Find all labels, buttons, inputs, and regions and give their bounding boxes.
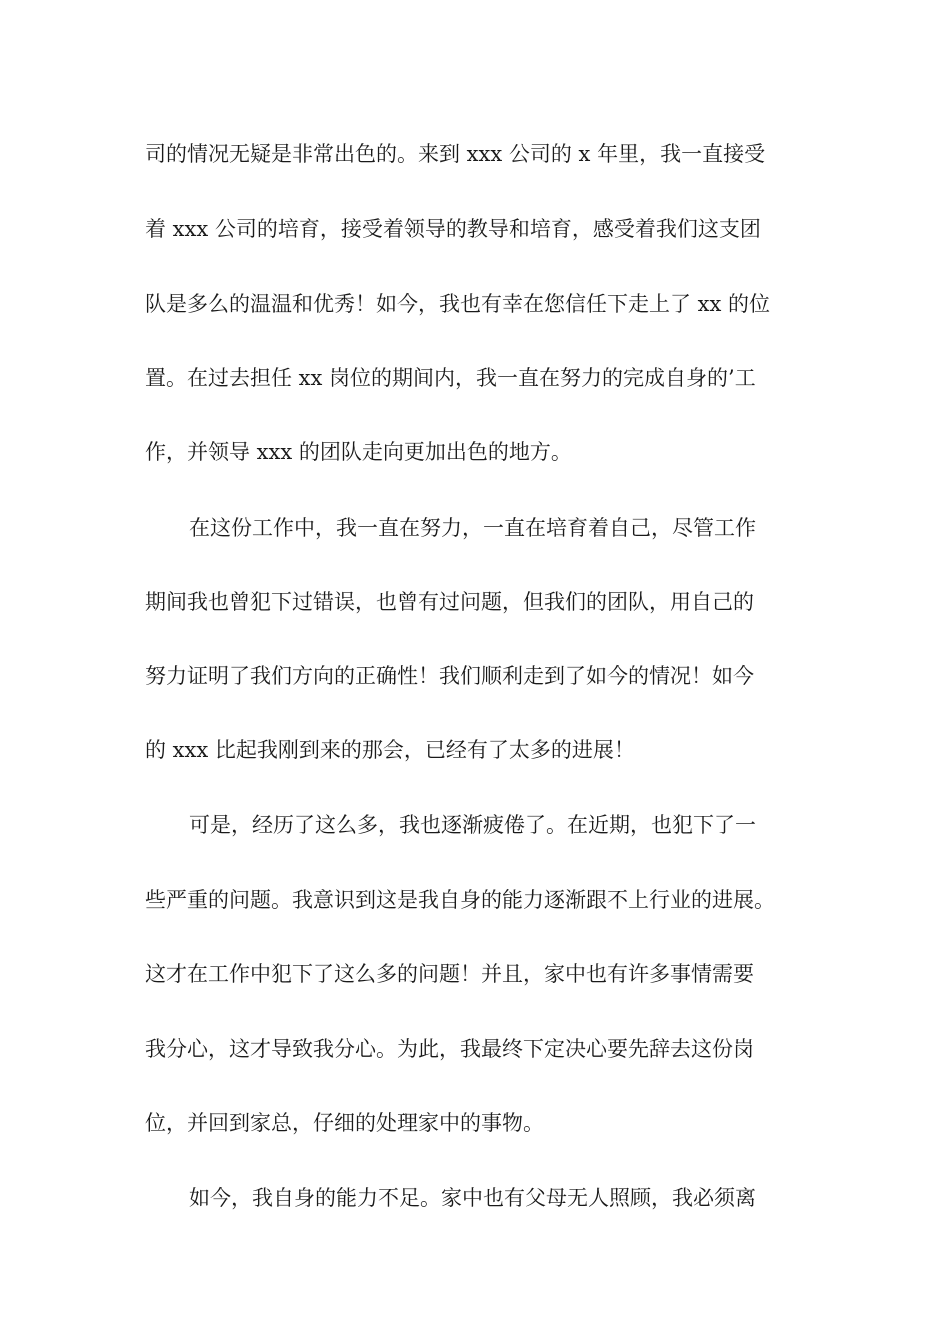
text-line: 司的情况无疑是非常出色的。来到 xxx 公司的 x 年里，我一直接受: [145, 142, 766, 166]
text-line: 队是多么的温温和优秀！如今，我也有幸在您信任下走上了 xx 的位: [145, 292, 771, 316]
paragraph-first-line: 在这份工作中，我一直在努力，一直在培育着自己，尽管工作: [189, 516, 756, 540]
text-line: 置。在过去担任 xx 岗位的期间内，我一直在努力的完成自身的’工: [145, 366, 756, 390]
text-line: 期间我也曾犯下过错误，也曾有过问题，但我们的团队，用自己的: [145, 590, 754, 614]
paragraph-first-line: 如今，我自身的能力不足。家中也有父母无人照顾，我必须离: [189, 1186, 756, 1210]
text-line: 我分心，这才导致我分心。为此，我最终下定决心要先辞去这份岗: [145, 1037, 754, 1061]
text-line: 位，并回到家总，仔细的处理家中的事物。: [145, 1111, 544, 1135]
text-line: 着 xxx 公司的培育，接受着领导的教导和培育，感受着我们这支团: [145, 217, 761, 241]
paragraph-first-line: 可是，经历了这么多，我也逐渐疲倦了。在近期，也犯下了一: [189, 813, 756, 837]
text-line: 这才在工作中犯下了这么多的问题！并且，家中也有许多事情需要: [145, 962, 754, 986]
text-line: 些严重的问题。我意识到这是我自身的能力逐渐跟不上行业的进展。: [145, 888, 775, 912]
text-line: 作，并领导 xxx 的团队走向更加出色的地方。: [145, 440, 572, 464]
text-line: 努力证明了我们方向的正确性！我们顺利走到了如今的情况！如今: [145, 664, 754, 688]
text-line: 的 xxx 比起我刚到来的那会，已经有了太多的进展！: [145, 738, 635, 762]
